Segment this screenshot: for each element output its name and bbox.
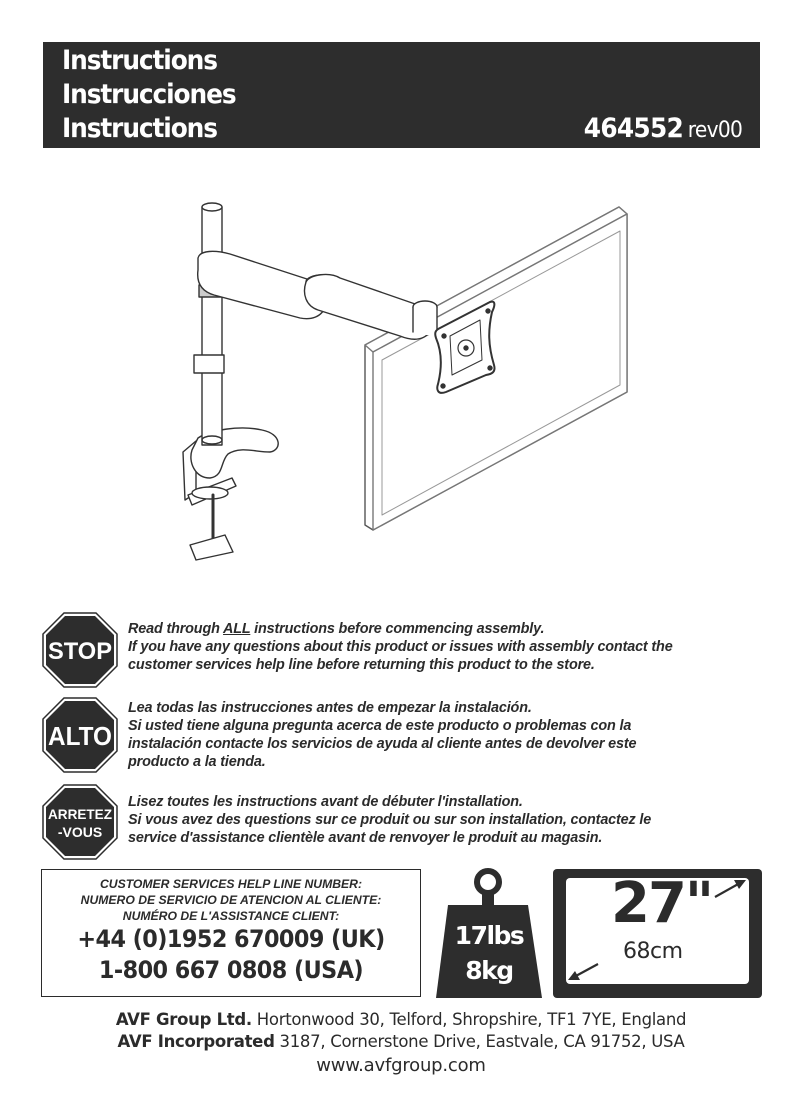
phone-uk: +44 (0)1952 670009 (UK) — [77, 925, 385, 953]
alto-sign-icon — [42, 697, 118, 773]
header-banner — [43, 42, 760, 148]
company-us-name: AVF Incorporated — [117, 1032, 275, 1051]
weight-lbs: 17lbs — [454, 921, 524, 950]
company-uk-name: AVF Group Ltd. — [115, 1010, 252, 1029]
help-line-box — [41, 869, 421, 997]
warning-english — [40, 612, 770, 690]
product-number: 464552 — [583, 113, 683, 144]
help-label-en: CUSTOMER SERVICES HELP LINE NUMBER: — [99, 877, 363, 891]
warning-line: customer services help line before returning this product to the store. — [128, 657, 595, 673]
revision-label: rev00 — [687, 118, 742, 143]
warning-spanish — [40, 697, 770, 777]
weight-kg: 8kg — [465, 956, 513, 985]
monitor-arm-illustration — [160, 190, 640, 570]
warning-line: Si vous avez des questions sur ce produit ou sur son installation, contactez le — [128, 812, 652, 828]
warning-line: instalación contacte los servicios de ayuda al cliente antes de devolver este — [128, 736, 637, 752]
title-spanish: Instrucciones — [62, 79, 236, 110]
product-code — [584, 113, 742, 144]
title-block — [62, 44, 251, 146]
title-english: Instructions — [62, 45, 217, 76]
pole-icon — [194, 203, 225, 445]
svg-text:-VOUS: -VOUS — [57, 824, 103, 840]
website-link[interactable]: www.avfgroup.com — [316, 1055, 486, 1076]
help-label-es: NUMERO DE SERVICIO DE ATENCION AL CLIENTE: — [80, 893, 382, 907]
screen-size-inches: 27" — [611, 871, 713, 936]
warning-line: Lisez toutes les instructions avant de débuter l'installation. — [128, 794, 523, 810]
phone-usa: 1-800 667 0808 (USA) — [98, 956, 364, 984]
monitor-icon — [365, 207, 627, 530]
footer — [0, 1009, 802, 1079]
warning-line: producto a la tienda. — [128, 754, 266, 770]
title-french: Instructions — [62, 113, 217, 144]
warning-line: Si usted tiene alguna pregunta acerca de este producto o problemas con la — [128, 718, 632, 734]
warning-line: service d'assistance clientèle avant de renvoyer le produit au magasin. — [128, 830, 603, 846]
warning-french — [40, 784, 770, 860]
arm-icon — [198, 251, 437, 339]
svg-text:ALTO: ALTO — [48, 721, 112, 751]
warning-line: Read through ALL instructions before commencing assembly. — [128, 621, 545, 637]
company-us-address: AVF Incorporated 3187, Cornerstone Drive, Eastvale, CA 91752, USA — [117, 1032, 685, 1051]
warning-line: Lea todas las instrucciones antes de empezar la instalación. — [128, 700, 532, 716]
max-weight-badge — [436, 866, 542, 999]
svg-text:STOP: STOP — [48, 638, 112, 665]
stop-sign-icon — [42, 612, 118, 688]
arretez-sign-icon — [42, 784, 118, 860]
help-label-fr: NUMÉRO DE L'ASSISTANCE CLIENT: — [122, 909, 340, 923]
svg-text:ARRETEZ: ARRETEZ — [48, 806, 113, 822]
max-screen-size-badge — [553, 869, 762, 998]
screen-size-cm: 68cm — [623, 939, 683, 964]
company-uk-address: AVF Group Ltd. Hortonwood 30, Telford, Shropshire, TF1 7YE, England — [115, 1010, 687, 1029]
warning-line: If you have any questions about this product or issues with assembly contact the — [128, 639, 673, 655]
